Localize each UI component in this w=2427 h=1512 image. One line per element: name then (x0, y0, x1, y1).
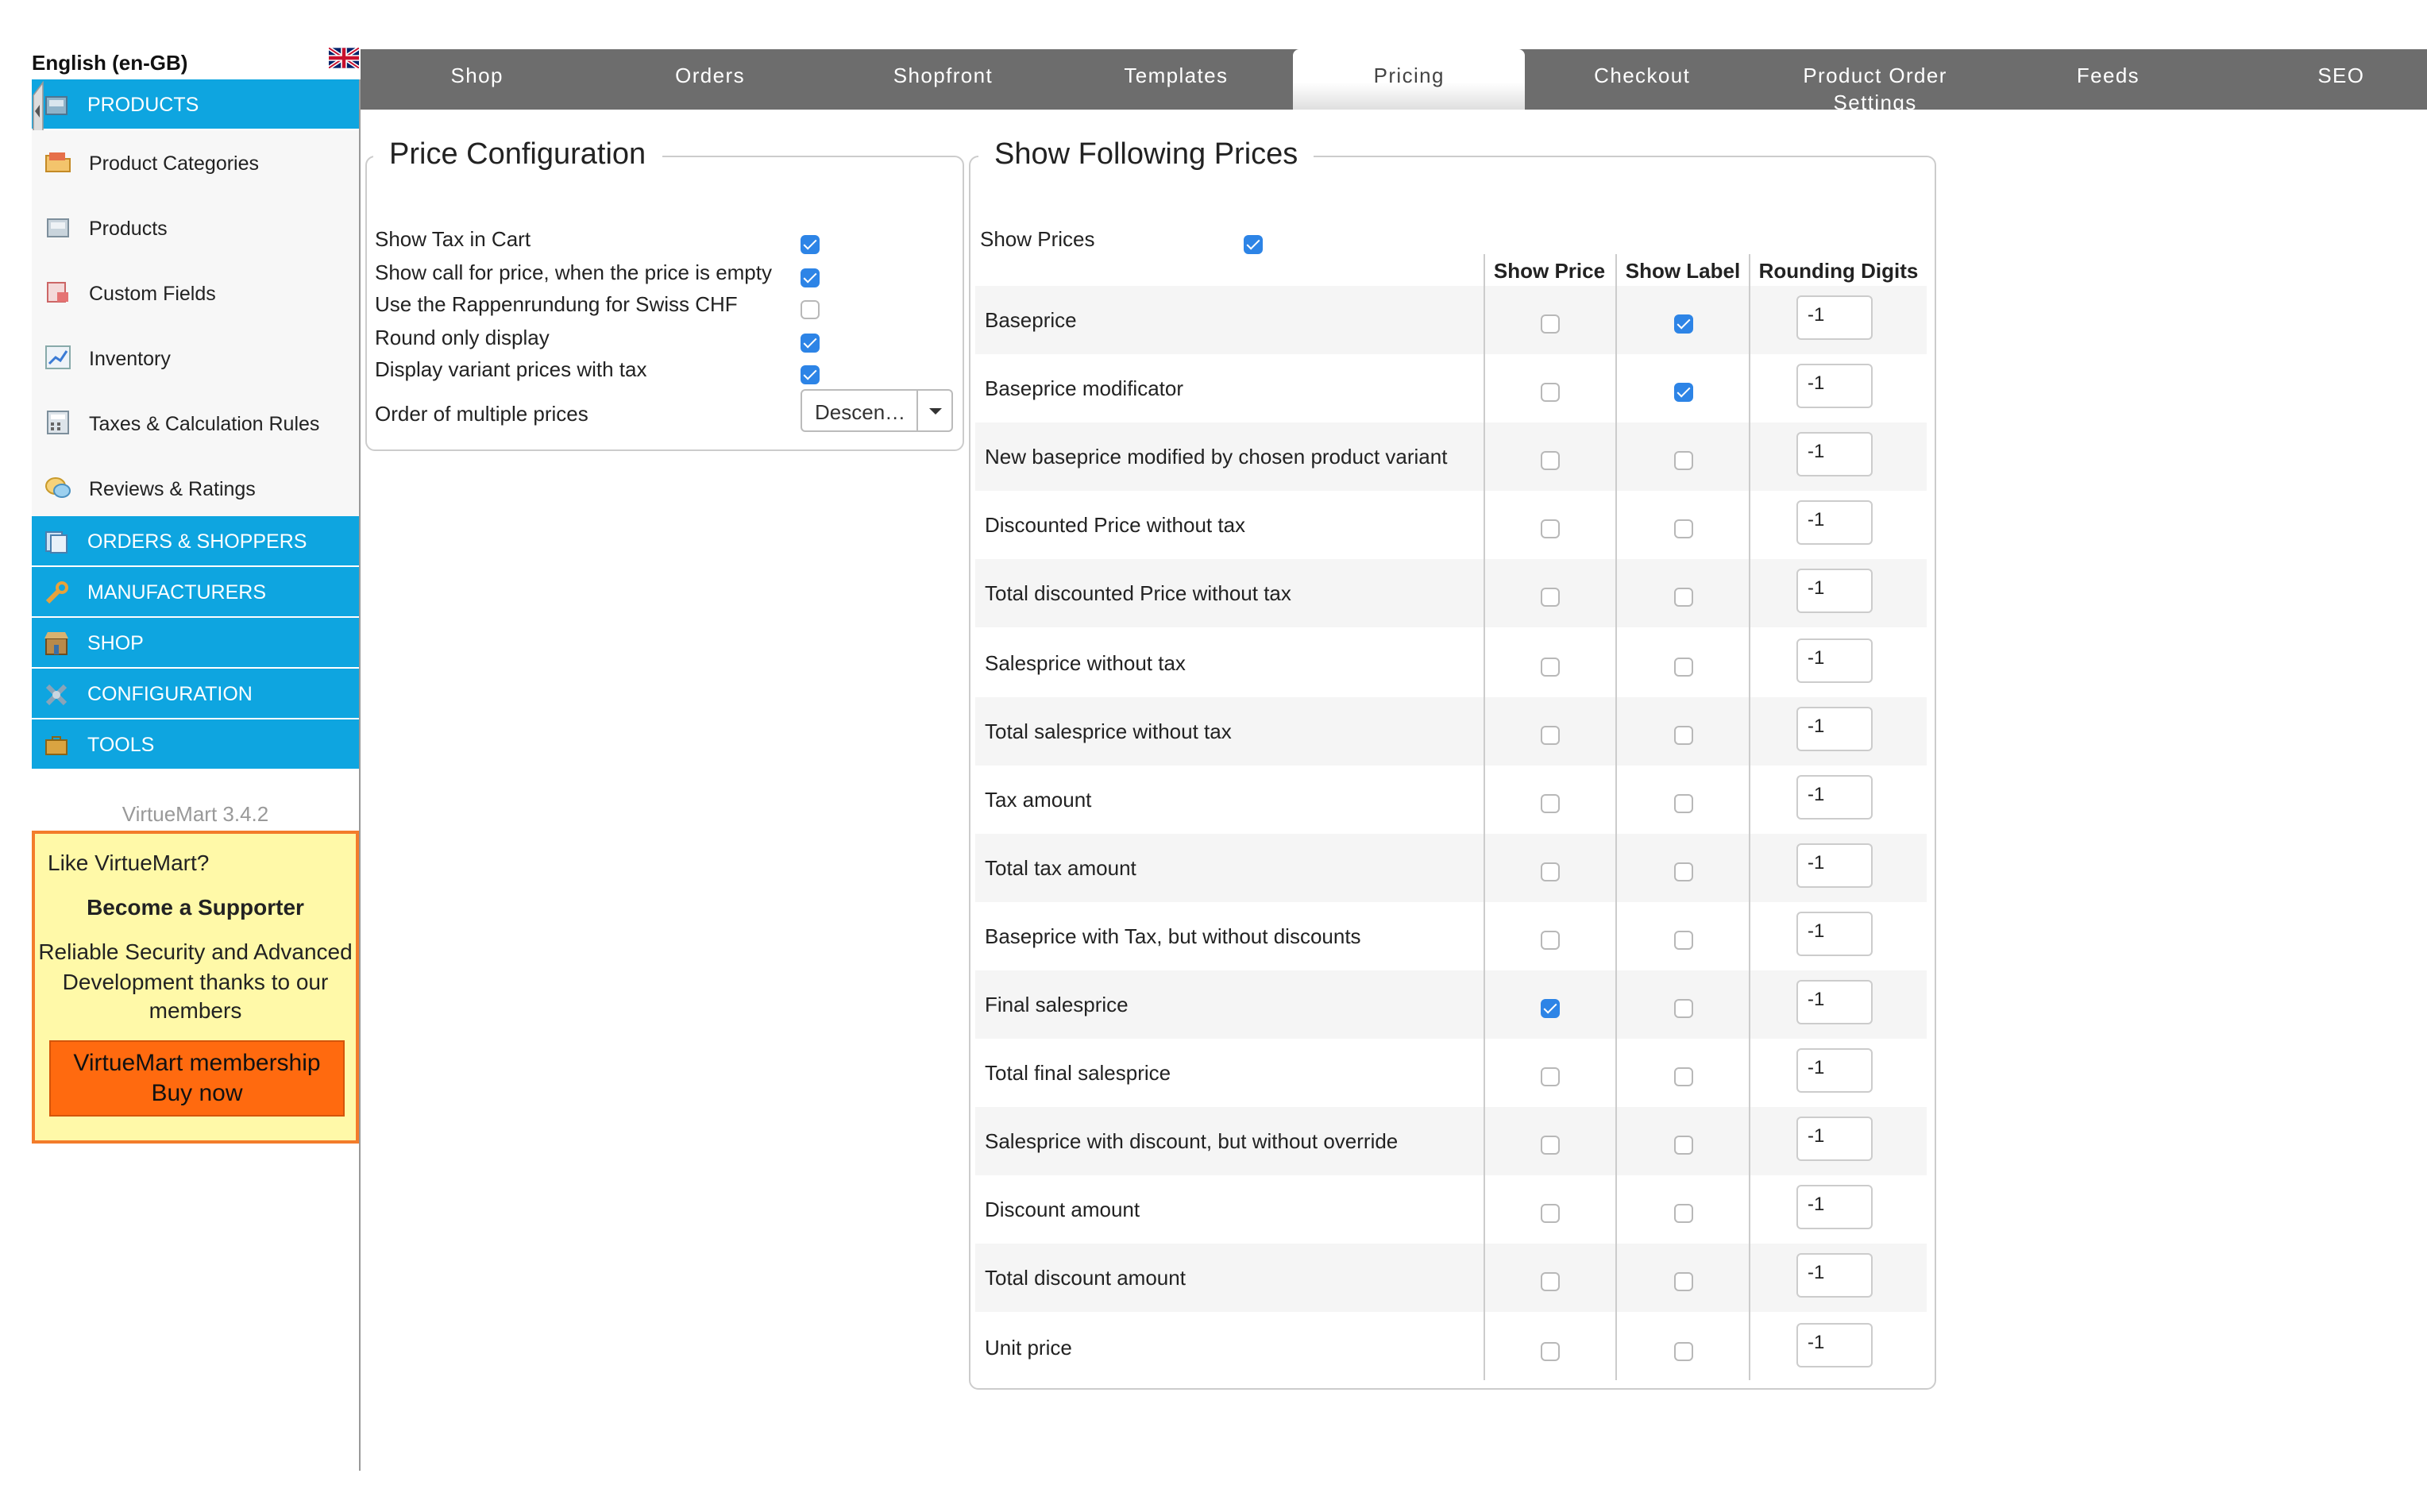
sidebar-divider (359, 79, 361, 1471)
show-prices-label: Show Prices (980, 227, 1095, 251)
rounding-digits-input[interactable]: -1 (1796, 1186, 1873, 1230)
chevron-down-icon[interactable] (916, 391, 951, 430)
price-row-label: New baseprice modified by chosen product variant (985, 445, 1448, 469)
price-row-label: Final salesprice (985, 993, 1129, 1016)
order-multiple-prices-label: Order of multiple prices (375, 402, 588, 426)
price-row (975, 560, 1927, 628)
sidebar-section-tools[interactable] (32, 719, 359, 770)
sidebar-section-products[interactable] (32, 79, 359, 130)
sidebar (32, 79, 359, 770)
buy-button-line1: VirtueMart membership (73, 1050, 321, 1077)
sidebar-section-label: CONFIGURATION (87, 682, 253, 704)
price-option-label: Show Tax in Cart (375, 227, 531, 251)
show-label-checkbox[interactable] (1674, 520, 1693, 539)
column-divider (1615, 254, 1617, 1380)
sidebar-item-label: Custom Fields (89, 282, 216, 304)
price-option-checkbox[interactable] (801, 365, 820, 384)
show-price-checkbox[interactable] (1541, 793, 1560, 812)
column-header-show-price: Show Price (1493, 259, 1606, 283)
promo-headline: Become a Supporter (87, 894, 304, 920)
rounding-digits-input[interactable]: -1 (1796, 1322, 1873, 1367)
sidebar-item-label: Product Categories (89, 152, 260, 174)
config-icon (43, 681, 70, 707)
config-tabs (361, 49, 2427, 114)
sidebar-item-custom-fields[interactable] (32, 260, 359, 326)
show-following-prices-title: Show Following Prices (978, 138, 1314, 173)
tab-shopfront[interactable]: Shopfront (893, 64, 994, 87)
show-label-checkbox[interactable] (1674, 1273, 1693, 1292)
price-option-label: Use the Rappenrundung for Swiss CHF (375, 292, 738, 316)
sidebar-section-configuration[interactable] (32, 669, 359, 719)
price-row-label: Total final salesprice (985, 1061, 1171, 1086)
folder-icon (44, 149, 71, 175)
rounding-digits-input[interactable]: -1 (1796, 1254, 1873, 1298)
show-price-checkbox[interactable] (1541, 1136, 1560, 1155)
price-row-label: Baseprice modificator (985, 376, 1183, 401)
price-row (975, 1039, 1927, 1107)
price-option-label: Show call for price, when the price is empty (375, 260, 772, 284)
column-divider (1484, 254, 1485, 1380)
promo-question: Like VirtueMart? (48, 850, 210, 875)
show-prices-checkbox[interactable] (1244, 235, 1263, 254)
rounding-digits-input[interactable]: -1 (1796, 501, 1873, 546)
price-option-checkbox[interactable] (801, 235, 820, 254)
price-row-label: Baseprice with Tax, but without discounts (985, 924, 1361, 948)
tab-feeds[interactable]: Feeds (2076, 64, 2140, 87)
reviews-icon (44, 475, 71, 500)
show-label-checkbox[interactable] (1674, 451, 1693, 470)
sidebar-item-taxes-calculation-rules[interactable] (32, 391, 359, 456)
rounding-digits-input[interactable]: -1 (1796, 912, 1873, 956)
rounding-digits-input[interactable]: -1 (1796, 364, 1873, 408)
wrench-icon (43, 580, 70, 605)
inventory-chart-icon (44, 345, 71, 370)
show-price-checkbox[interactable] (1541, 657, 1560, 676)
products-box-icon (43, 92, 70, 118)
tab-shop[interactable]: Shop (450, 64, 504, 87)
sidebar-item-products[interactable] (32, 195, 359, 260)
products-icon (44, 214, 71, 240)
price-row (975, 1313, 1927, 1381)
price-row (975, 422, 1927, 491)
sidebar-section-orders-shoppers[interactable] (32, 516, 359, 567)
price-row (975, 492, 1927, 560)
rounding-digits-input[interactable]: -1 (1796, 569, 1873, 614)
show-price-checkbox[interactable] (1541, 999, 1560, 1018)
price-configuration-title: Price Configuration (373, 138, 662, 173)
shop-icon (43, 631, 70, 656)
show-label-checkbox[interactable] (1674, 1341, 1693, 1360)
sidebar-item-reviews-ratings[interactable] (32, 456, 359, 521)
tools-box-icon (43, 732, 70, 758)
custom-fields-icon (44, 280, 71, 305)
price-row (975, 628, 1927, 696)
show-price-checkbox[interactable] (1541, 725, 1560, 744)
rounding-digits-input[interactable]: -1 (1796, 432, 1873, 476)
sidebar-section-shop[interactable] (32, 618, 359, 669)
price-row-label: Unit price (985, 1335, 1072, 1359)
order-select-value: Descen… (815, 400, 906, 424)
show-price-checkbox[interactable] (1541, 520, 1560, 539)
price-row-label: Baseprice (985, 308, 1077, 332)
show-price-checkbox[interactable] (1541, 383, 1560, 402)
rounding-digits-input[interactable]: -1 (1796, 774, 1873, 819)
price-row (975, 1107, 1927, 1175)
buy-membership-button[interactable] (49, 1040, 345, 1117)
language-label: English (en-GB) (32, 51, 188, 75)
price-row (975, 1244, 1927, 1313)
sidebar-section-label: PRODUCTS (87, 93, 199, 115)
sidebar-item-inventory[interactable] (32, 326, 359, 391)
sidebar-section-manufacturers[interactable] (32, 567, 359, 618)
price-row-label: Total discounted Price without tax (985, 581, 1291, 606)
sidebar-item-product-categories[interactable] (32, 130, 359, 195)
price-row (975, 902, 1927, 970)
show-price-checkbox[interactable] (1541, 862, 1560, 881)
show-label-checkbox[interactable] (1674, 1205, 1693, 1224)
show-price-checkbox[interactable] (1541, 314, 1560, 334)
price-row (975, 354, 1927, 422)
show-label-checkbox[interactable] (1674, 1136, 1693, 1155)
price-row (975, 970, 1927, 1039)
show-price-checkbox[interactable] (1541, 1205, 1560, 1224)
price-option-checkbox[interactable] (801, 333, 820, 352)
sidebar-section-label: TOOLS (87, 733, 155, 755)
tab-templates[interactable]: Templates (1124, 64, 1229, 87)
price-row-label: Tax amount (985, 787, 1092, 812)
rounding-digits-input[interactable]: -1 (1796, 706, 1873, 750)
price-row-label: Total salesprice without tax (985, 719, 1232, 743)
price-row (975, 286, 1927, 354)
order-multiple-prices-select[interactable] (801, 389, 953, 432)
sidebar-section-label: ORDERS & SHOPPERS (87, 530, 307, 552)
promo-text: Reliable Security and Advanced Development thanks to our members (38, 939, 353, 1023)
calculator-icon (44, 410, 71, 435)
show-label-checkbox[interactable] (1674, 588, 1693, 608)
sidebar-item-label: Reviews & Ratings (89, 477, 256, 499)
rounding-digits-input[interactable]: -1 (1796, 843, 1873, 888)
column-divider (1749, 254, 1750, 1380)
show-label-checkbox[interactable] (1674, 1067, 1693, 1086)
show-label-checkbox[interactable] (1674, 999, 1693, 1018)
rounding-digits-input[interactable]: -1 (1796, 980, 1873, 1024)
show-label-checkbox[interactable] (1674, 931, 1693, 950)
show-price-checkbox[interactable] (1541, 588, 1560, 608)
price-row-label: Discounted Price without tax (985, 513, 1246, 538)
price-option-checkbox[interactable] (801, 300, 820, 319)
price-row (975, 696, 1927, 765)
sidebar-section-label: MANUFACTURERS (87, 580, 267, 603)
column-header-rounding-digits: Rounding Digits (1758, 259, 1919, 283)
tab-orders[interactable]: Orders (675, 64, 745, 87)
sidebar-item-label: Products (89, 217, 168, 239)
orders-icon (43, 529, 70, 554)
price-row-label: Salesprice with discount, but without override (985, 1129, 1399, 1154)
show-price-checkbox[interactable] (1541, 451, 1560, 470)
rounding-digits-input[interactable]: -1 (1796, 638, 1873, 682)
show-label-checkbox[interactable] (1674, 314, 1693, 334)
tab-checkout[interactable]: Checkout (1594, 64, 1691, 87)
price-option-checkbox[interactable] (801, 268, 820, 287)
show-price-checkbox[interactable] (1541, 1067, 1560, 1086)
tab-product-order-settings[interactable]: Product Order Settings (1803, 64, 1947, 114)
supporter-promo (32, 831, 359, 1144)
sidebar-item-label: Inventory (89, 347, 171, 369)
price-row (975, 765, 1927, 833)
uk-flag-icon[interactable] (329, 48, 359, 68)
show-label-checkbox[interactable] (1674, 383, 1693, 402)
price-row-label: Total tax amount (985, 855, 1136, 880)
show-price-checkbox[interactable] (1541, 931, 1560, 950)
show-price-checkbox[interactable] (1541, 1273, 1560, 1292)
sidebar-section-label: SHOP (87, 631, 144, 654)
price-row (975, 834, 1927, 902)
price-row (975, 1176, 1927, 1244)
price-option-label: Round only display (375, 325, 550, 349)
column-header-show-label: Show Label (1625, 259, 1741, 283)
sidebar-item-label: Taxes & Calculation Rules (89, 412, 320, 434)
show-label-checkbox[interactable] (1674, 793, 1693, 812)
buy-button-line2: Buy now (151, 1079, 243, 1106)
price-option-label: Display variant prices with tax (375, 357, 647, 381)
rounding-digits-input[interactable]: -1 (1796, 295, 1873, 340)
rounding-digits-input[interactable]: -1 (1796, 1117, 1873, 1161)
version-label: VirtueMart 3.4.2 (122, 802, 269, 826)
price-row-label: Discount amount (985, 1198, 1140, 1222)
show-label-checkbox[interactable] (1674, 862, 1693, 881)
show-label-checkbox[interactable] (1674, 657, 1693, 676)
rounding-digits-input[interactable]: -1 (1796, 1048, 1873, 1093)
tab-pricing[interactable]: Pricing (1293, 49, 1526, 110)
show-price-checkbox[interactable] (1541, 1341, 1560, 1360)
tab-seo[interactable]: SEO (2317, 64, 2365, 87)
price-row-label: Total discount amount (985, 1266, 1186, 1290)
price-row-label: Salesprice without tax (985, 650, 1186, 674)
show-label-checkbox[interactable] (1674, 725, 1693, 744)
